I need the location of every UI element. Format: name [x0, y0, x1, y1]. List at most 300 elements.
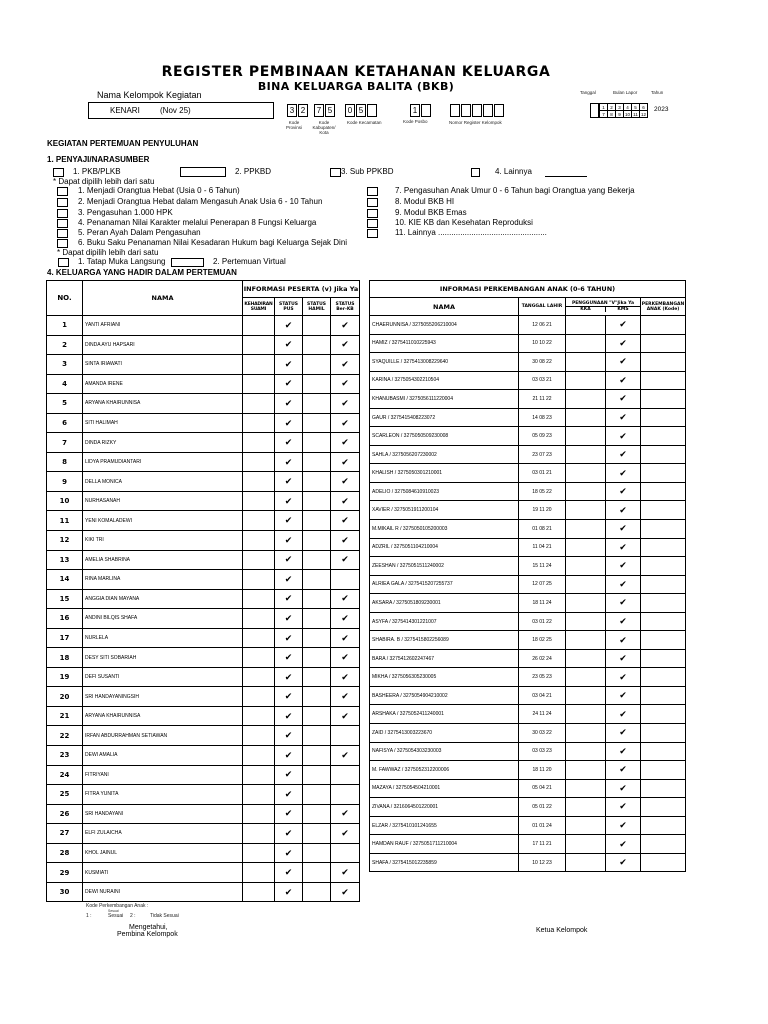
- status-berkb-cell[interactable]: [331, 570, 360, 590]
- kka-cell[interactable]: [566, 631, 606, 650]
- status-pus-cell[interactable]: [275, 570, 303, 590]
- materi-7-checkbox[interactable]: [367, 187, 378, 196]
- check-mark-icon: ✔: [284, 612, 293, 623]
- spacer-cell: [360, 570, 368, 590]
- spacer-cell: [360, 746, 368, 766]
- materi-5-checkbox[interactable]: [57, 229, 68, 238]
- status-hamil-cell[interactable]: [303, 452, 331, 472]
- kehadiran-suami-cell[interactable]: [243, 824, 275, 844]
- status-pus-cell[interactable]: [275, 667, 303, 687]
- check-mark-icon: ✔: [341, 886, 349, 897]
- kka-cell[interactable]: [566, 501, 606, 520]
- kehadiran-suami-cell[interactable]: [243, 531, 275, 551]
- peserta-row: [47, 550, 368, 570]
- kehadiran-suami-cell[interactable]: [243, 765, 275, 785]
- kka-cell[interactable]: [566, 316, 606, 335]
- peserta-nama: YANTI AFRIANI: [83, 316, 243, 336]
- register-digit-1[interactable]: [450, 104, 460, 117]
- materi-4-label: 4. Penanaman Nilai Karakter melalui Penerapan 8 Fungsi Keluarga: [78, 218, 317, 227]
- anak-nama: M. FAWWAZ / 3275052312200006: [370, 761, 519, 780]
- status-berkb-cell[interactable]: [331, 452, 360, 472]
- status-hamil-cell[interactable]: [303, 355, 331, 375]
- peserta-row: [47, 882, 368, 902]
- status-pus-cell[interactable]: [275, 785, 303, 805]
- kka-cell[interactable]: [566, 649, 606, 668]
- kehadiran-suami-cell[interactable]: [243, 628, 275, 648]
- perkembangan-kode-cell[interactable]: [641, 482, 686, 501]
- penyaji-ppkbd-box[interactable]: [180, 167, 226, 177]
- peserta-nama: NURLELA: [83, 628, 243, 648]
- kms-cell[interactable]: [606, 557, 641, 576]
- materi-11-checkbox[interactable]: [367, 229, 378, 238]
- status-hamil-cell[interactable]: [303, 511, 331, 531]
- materi-9-checkbox[interactable]: [367, 209, 378, 218]
- kka-cell[interactable]: [566, 482, 606, 501]
- kode-provinsi-digit-1[interactable]: 3: [287, 104, 297, 117]
- materi-3-checkbox[interactable]: [57, 209, 68, 218]
- tanggal-field[interactable]: [590, 103, 599, 118]
- status-pus-cell[interactable]: [275, 765, 303, 785]
- status-pus-cell[interactable]: [275, 843, 303, 863]
- status-berkb-cell[interactable]: [331, 589, 360, 609]
- kms-cell[interactable]: [606, 353, 641, 372]
- kehadiran-suami-cell[interactable]: [243, 511, 275, 531]
- status-hamil-cell[interactable]: [303, 374, 331, 394]
- kms-cell[interactable]: [606, 408, 641, 427]
- anak-tanggal-lahir: 12 07 25: [519, 575, 566, 594]
- status-hamil-cell[interactable]: [303, 609, 331, 629]
- spacer-cell: [360, 589, 368, 609]
- kode-posbo-digit-1[interactable]: 1: [410, 104, 420, 117]
- check-mark-icon: ✔: [341, 808, 349, 819]
- kms-cell[interactable]: [606, 464, 641, 483]
- perkembangan-kode-cell[interactable]: [641, 316, 686, 335]
- perkembangan-kode-cell[interactable]: [641, 798, 686, 817]
- peserta-nama: LIDYA PRAMUDIANTARI: [83, 452, 243, 472]
- peserta-nama: FITRA YUNITA: [83, 785, 243, 805]
- kode-1-number: 1 :: [86, 913, 92, 919]
- status-hamil-cell[interactable]: [303, 648, 331, 668]
- perkembangan-kode-cell[interactable]: [641, 371, 686, 390]
- kehadiran-suami-cell[interactable]: [243, 667, 275, 687]
- check-mark-icon: ✔: [341, 515, 349, 526]
- status-pus-cell[interactable]: [275, 355, 303, 375]
- kms-cell[interactable]: [606, 631, 641, 650]
- kms-cell[interactable]: [606, 482, 641, 501]
- kehadiran-suami-cell[interactable]: [243, 335, 275, 355]
- kms-cell[interactable]: [606, 520, 641, 539]
- kka-cell[interactable]: [566, 390, 606, 409]
- status-pus-cell[interactable]: [275, 374, 303, 394]
- perkembangan-kode-cell[interactable]: [641, 557, 686, 576]
- perkembangan-kode-cell[interactable]: [641, 835, 686, 854]
- status-hamil-cell[interactable]: [303, 706, 331, 726]
- kms-cell[interactable]: [606, 445, 641, 464]
- perkembangan-kode-cell[interactable]: [641, 779, 686, 798]
- kms-cell[interactable]: [606, 668, 641, 687]
- status-hamil-cell[interactable]: [303, 667, 331, 687]
- kka-cell[interactable]: [566, 724, 606, 743]
- kka-cell[interactable]: [566, 742, 606, 761]
- status-hamil-cell[interactable]: [303, 882, 331, 902]
- status-berkb-cell[interactable]: [331, 316, 360, 336]
- kehadiran-suami-cell[interactable]: [243, 746, 275, 766]
- kms-cell[interactable]: [606, 853, 641, 872]
- kms-cell[interactable]: [606, 816, 641, 835]
- kehadiran-suami-cell[interactable]: [243, 452, 275, 472]
- status-pus-cell[interactable]: [275, 824, 303, 844]
- status-berkb-cell[interactable]: [331, 824, 360, 844]
- status-berkb-cell[interactable]: [331, 355, 360, 375]
- peserta-nama: DINDA AYU HAPSARI: [83, 335, 243, 355]
- spacer-cell: [360, 316, 368, 336]
- kka-cell[interactable]: [566, 464, 606, 483]
- status-berkb-cell[interactable]: [331, 765, 360, 785]
- register-digit-2[interactable]: [461, 104, 471, 117]
- status-pus-cell[interactable]: [275, 472, 303, 492]
- penyaji-lainnya-line[interactable]: [545, 176, 587, 177]
- kka-cell[interactable]: [566, 520, 606, 539]
- status-pus-cell[interactable]: [275, 511, 303, 531]
- kka-cell[interactable]: [566, 816, 606, 835]
- perkembangan-kode-cell[interactable]: [641, 334, 686, 353]
- materi-10-checkbox[interactable]: [367, 219, 378, 228]
- kehadiran-suami-cell[interactable]: [243, 433, 275, 453]
- status-pus-cell[interactable]: [275, 491, 303, 511]
- peserta-nama: KUSMIATI: [83, 863, 243, 883]
- status-pus-cell[interactable]: [275, 433, 303, 453]
- check-mark-icon: ✔: [341, 476, 349, 487]
- status-berkb-cell[interactable]: [331, 413, 360, 433]
- spacer-cell: [360, 609, 368, 629]
- anak-nama: MIKHA / 3275056305230005: [370, 668, 519, 687]
- status-hamil-cell[interactable]: [303, 746, 331, 766]
- kms-cell[interactable]: [606, 390, 641, 409]
- perkembangan-kode-cell[interactable]: [641, 445, 686, 464]
- status-berkb-cell[interactable]: [331, 667, 360, 687]
- status-berkb-cell[interactable]: [331, 843, 360, 863]
- status-hamil-cell[interactable]: [303, 394, 331, 414]
- kehadiran-suami-cell[interactable]: [243, 413, 275, 433]
- kode-posbo-digit-2[interactable]: [421, 104, 431, 117]
- kka-cell[interactable]: [566, 445, 606, 464]
- status-hamil-cell[interactable]: [303, 433, 331, 453]
- perkembangan-kode-cell[interactable]: [641, 649, 686, 668]
- status-berkb-cell[interactable]: [331, 882, 360, 902]
- status-hamil-cell[interactable]: [303, 687, 331, 707]
- bulan-3[interactable]: 3: [616, 104, 624, 111]
- kehadiran-suami-cell[interactable]: [243, 394, 275, 414]
- kms-cell[interactable]: [606, 501, 641, 520]
- status-berkb-cell[interactable]: [331, 550, 360, 570]
- kms-cell[interactable]: [606, 705, 641, 724]
- status-hamil-cell[interactable]: [303, 843, 331, 863]
- col-pus-header: STATUS PUS: [275, 298, 303, 316]
- perkembangan-kode-cell[interactable]: [641, 390, 686, 409]
- status-hamil-cell[interactable]: [303, 335, 331, 355]
- peserta-row: [47, 785, 368, 805]
- kms-cell[interactable]: [606, 649, 641, 668]
- kode-provinsi-digit-2[interactable]: 2: [298, 104, 308, 117]
- status-pus-cell[interactable]: [275, 413, 303, 433]
- perkembangan-kode-cell[interactable]: [641, 705, 686, 724]
- bulan-5[interactable]: 5: [632, 104, 640, 111]
- kka-cell[interactable]: [566, 371, 606, 390]
- status-pus-cell[interactable]: [275, 335, 303, 355]
- kka-cell[interactable]: [566, 353, 606, 372]
- register-digit-5[interactable]: [494, 104, 504, 117]
- kehadiran-suami-cell[interactable]: [243, 648, 275, 668]
- peserta-row: [47, 394, 368, 414]
- check-mark-icon: ✔: [284, 515, 293, 526]
- metode-virtual-checkbox[interactable]: [171, 258, 204, 267]
- kehadiran-suami-cell[interactable]: [243, 726, 275, 746]
- check-mark-icon: ✔: [284, 554, 293, 565]
- penyaji-pkb-checkbox[interactable]: [53, 168, 64, 177]
- status-berkb-cell[interactable]: [331, 687, 360, 707]
- kehadiran-suami-cell[interactable]: [243, 863, 275, 883]
- perkembangan-kode-cell[interactable]: [641, 631, 686, 650]
- perkembangan-kode-cell[interactable]: [641, 761, 686, 780]
- status-pus-cell[interactable]: [275, 316, 303, 336]
- bulan-7[interactable]: 7: [600, 111, 608, 118]
- perkembangan-kode-cell[interactable]: [641, 538, 686, 557]
- perkembangan-kode-cell[interactable]: [641, 724, 686, 743]
- kms-cell[interactable]: [606, 316, 641, 335]
- kka-cell[interactable]: [566, 408, 606, 427]
- kode-2-label: Tidak Sesuai: [150, 913, 179, 919]
- kehadiran-suami-cell[interactable]: [243, 687, 275, 707]
- kode-kec-digit-1[interactable]: 0: [345, 104, 355, 117]
- status-pus-cell[interactable]: [275, 452, 303, 472]
- peserta-row: [47, 726, 368, 746]
- bulan-1[interactable]: 1: [600, 104, 608, 111]
- status-berkb-cell[interactable]: [331, 472, 360, 492]
- perkembangan-kode-cell[interactable]: [641, 353, 686, 372]
- kehadiran-suami-cell[interactable]: [243, 355, 275, 375]
- status-pus-cell[interactable]: [275, 706, 303, 726]
- status-pus-cell[interactable]: [275, 589, 303, 609]
- status-berkb-cell[interactable]: [331, 511, 360, 531]
- bulan-6[interactable]: 6: [640, 104, 648, 111]
- perkembangan-kode-cell[interactable]: [641, 594, 686, 613]
- kehadiran-suami-cell[interactable]: [243, 374, 275, 394]
- status-berkb-cell[interactable]: [331, 804, 360, 824]
- check-mark-icon: ✔: [619, 820, 627, 831]
- kka-cell[interactable]: [566, 612, 606, 631]
- status-pus-cell[interactable]: [275, 804, 303, 824]
- spacer-cell: [360, 785, 368, 805]
- status-berkb-cell[interactable]: [331, 628, 360, 648]
- kehadiran-suami-cell[interactable]: [243, 316, 275, 336]
- bulan-8[interactable]: 8: [608, 111, 616, 118]
- register-digit-4[interactable]: [483, 104, 493, 117]
- status-hamil-cell[interactable]: [303, 824, 331, 844]
- status-hamil-cell[interactable]: [303, 726, 331, 746]
- kms-cell[interactable]: [606, 575, 641, 594]
- status-pus-cell[interactable]: [275, 726, 303, 746]
- kehadiran-suami-cell[interactable]: [243, 491, 275, 511]
- status-hamil-cell[interactable]: [303, 863, 331, 883]
- status-berkb-cell[interactable]: [331, 785, 360, 805]
- status-hamil-cell[interactable]: [303, 491, 331, 511]
- perkembangan-kode-cell[interactable]: [641, 520, 686, 539]
- status-berkb-cell[interactable]: [331, 726, 360, 746]
- materi-2-checkbox[interactable]: [57, 198, 68, 207]
- check-mark-icon: ✔: [284, 847, 293, 858]
- status-berkb-cell[interactable]: [331, 433, 360, 453]
- kode-kec-digit-2[interactable]: 5: [356, 104, 366, 117]
- kode-kec-digit-3[interactable]: [367, 104, 377, 117]
- perkembangan-kode-cell[interactable]: [641, 612, 686, 631]
- status-pus-cell[interactable]: [275, 882, 303, 902]
- bulan-12[interactable]: 12: [640, 111, 646, 117]
- status-hamil-cell[interactable]: [303, 785, 331, 805]
- perkembangan-kode-cell[interactable]: [641, 501, 686, 520]
- kehadiran-suami-cell[interactable]: [243, 843, 275, 863]
- status-pus-cell[interactable]: [275, 687, 303, 707]
- kka-cell[interactable]: [566, 798, 606, 817]
- kehadiran-suami-cell[interactable]: [243, 472, 275, 492]
- kode-kab-digit-1[interactable]: 7: [314, 104, 324, 117]
- status-berkb-cell[interactable]: [331, 706, 360, 726]
- kka-cell[interactable]: [566, 835, 606, 854]
- materi-4-checkbox[interactable]: [57, 219, 68, 228]
- kehadiran-suami-cell[interactable]: [243, 804, 275, 824]
- perkembangan-kode-cell[interactable]: [641, 668, 686, 687]
- kms-cell[interactable]: [606, 724, 641, 743]
- status-berkb-cell[interactable]: [331, 491, 360, 511]
- kka-cell[interactable]: [566, 761, 606, 780]
- bulan-9[interactable]: 9: [616, 111, 624, 118]
- check-mark-icon: ✔: [619, 597, 627, 608]
- row-no: 20: [47, 687, 83, 707]
- status-pus-cell[interactable]: [275, 628, 303, 648]
- kehadiran-suami-cell[interactable]: [243, 785, 275, 805]
- status-hamil-cell[interactable]: [303, 628, 331, 648]
- status-pus-cell[interactable]: [275, 609, 303, 629]
- kehadiran-suami-cell[interactable]: [243, 589, 275, 609]
- check-mark-icon: ✔: [284, 437, 293, 448]
- kehadiran-suami-cell[interactable]: [243, 882, 275, 902]
- penyaji-lainnya-checkbox[interactable]: [471, 168, 480, 177]
- status-hamil-cell[interactable]: [303, 765, 331, 785]
- peserta-nama: NURHASANAH: [83, 491, 243, 511]
- kms-cell[interactable]: [606, 612, 641, 631]
- status-hamil-cell[interactable]: [303, 570, 331, 590]
- kode-kab-digit-2[interactable]: 5: [325, 104, 335, 117]
- status-berkb-cell[interactable]: [331, 863, 360, 883]
- kms-cell[interactable]: [606, 538, 641, 557]
- bulan-10[interactable]: 10: [624, 111, 630, 117]
- kms-cell[interactable]: [606, 594, 641, 613]
- status-berkb-cell[interactable]: [331, 335, 360, 355]
- kka-cell[interactable]: [566, 594, 606, 613]
- status-hamil-cell[interactable]: [303, 413, 331, 433]
- row-no: 26: [47, 804, 83, 824]
- perkembangan-kode-cell[interactable]: [641, 464, 686, 483]
- status-pus-cell[interactable]: [275, 648, 303, 668]
- status-pus-cell[interactable]: [275, 746, 303, 766]
- register-digit-3[interactable]: [472, 104, 482, 117]
- kms-cell[interactable]: [606, 798, 641, 817]
- status-berkb-cell[interactable]: [331, 374, 360, 394]
- status-pus-cell[interactable]: [275, 531, 303, 551]
- status-hamil-cell[interactable]: [303, 472, 331, 492]
- status-hamil-cell[interactable]: [303, 316, 331, 336]
- kms-cell[interactable]: [606, 779, 641, 798]
- status-hamil-cell[interactable]: [303, 589, 331, 609]
- status-berkb-cell[interactable]: [331, 609, 360, 629]
- kka-cell[interactable]: [566, 557, 606, 576]
- kms-cell[interactable]: [606, 686, 641, 705]
- bulan-11[interactable]: 11: [633, 111, 638, 117]
- kms-cell[interactable]: [606, 371, 641, 390]
- anak-row: [370, 798, 686, 817]
- anak-row: [370, 816, 686, 835]
- kms-cell[interactable]: [606, 761, 641, 780]
- kehadiran-suami-cell[interactable]: [243, 609, 275, 629]
- kehadiran-suami-cell[interactable]: [243, 706, 275, 726]
- materi-8-checkbox[interactable]: [367, 198, 378, 207]
- anak-row: [370, 835, 686, 854]
- status-berkb-cell[interactable]: [331, 648, 360, 668]
- perkembangan-kode-cell[interactable]: [641, 427, 686, 446]
- status-hamil-cell[interactable]: [303, 531, 331, 551]
- kehadiran-suami-cell[interactable]: [243, 570, 275, 590]
- status-hamil-cell[interactable]: [303, 804, 331, 824]
- materi-6-checkbox[interactable]: [57, 239, 68, 248]
- kms-cell[interactable]: [606, 742, 641, 761]
- perkembangan-kode-cell[interactable]: [641, 575, 686, 594]
- kka-cell[interactable]: [566, 575, 606, 594]
- bulan-2[interactable]: 2: [608, 104, 616, 111]
- kms-cell[interactable]: [606, 835, 641, 854]
- kehadiran-suami-cell[interactable]: [243, 550, 275, 570]
- kka-cell[interactable]: [566, 668, 606, 687]
- bulan-lapor-grid[interactable]: [599, 103, 648, 118]
- status-pus-cell[interactable]: [275, 550, 303, 570]
- status-hamil-cell[interactable]: [303, 550, 331, 570]
- status-berkb-cell[interactable]: [331, 746, 360, 766]
- perkembangan-kode-cell[interactable]: [641, 853, 686, 872]
- kka-cell[interactable]: [566, 779, 606, 798]
- kms-cell[interactable]: [606, 427, 641, 446]
- kka-cell[interactable]: [566, 334, 606, 353]
- perkembangan-kode-cell[interactable]: [641, 686, 686, 705]
- materi-1-checkbox[interactable]: [57, 187, 68, 196]
- check-mark-icon: ✔: [619, 727, 627, 738]
- kka-cell[interactable]: [566, 705, 606, 724]
- kka-cell[interactable]: [566, 538, 606, 557]
- kka-cell[interactable]: [566, 427, 606, 446]
- kms-cell[interactable]: [606, 334, 641, 353]
- check-mark-icon: ✔: [619, 449, 627, 460]
- bulan-4[interactable]: 4: [624, 104, 632, 111]
- perkembangan-kode-cell[interactable]: [641, 742, 686, 761]
- metode-tatap-muka-checkbox[interactable]: [58, 258, 69, 267]
- ketua-label: Ketua Kelompok: [536, 927, 588, 934]
- penyaji-subppkbd-checkbox[interactable]: [330, 168, 341, 177]
- kka-cell[interactable]: [566, 686, 606, 705]
- perkembangan-kode-cell[interactable]: [641, 816, 686, 835]
- status-pus-cell[interactable]: [275, 394, 303, 414]
- perkembangan-kode-cell[interactable]: [641, 408, 686, 427]
- status-berkb-cell[interactable]: [331, 394, 360, 414]
- status-berkb-cell[interactable]: [331, 531, 360, 551]
- kka-cell[interactable]: [566, 853, 606, 872]
- status-pus-cell[interactable]: [275, 863, 303, 883]
